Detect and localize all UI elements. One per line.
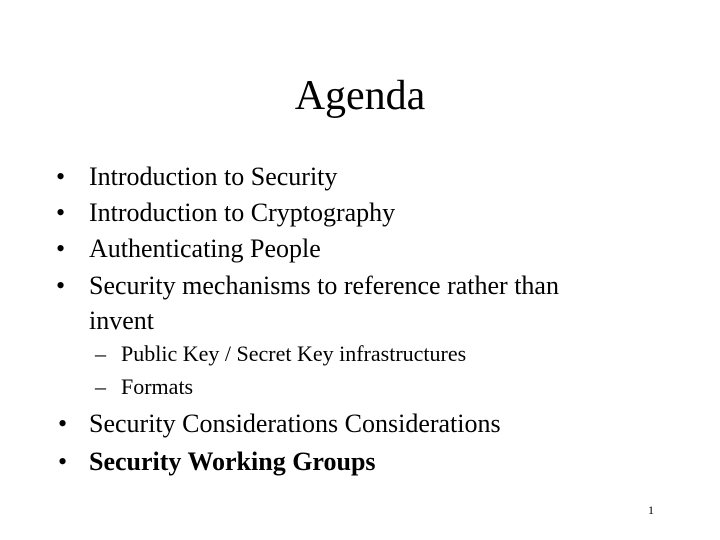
agenda-item-security-mechanisms-cont: invent <box>89 306 154 335</box>
agenda-item-intro-cryptography: Introduction to Cryptography <box>89 198 396 227</box>
bullet-icon: • <box>58 409 68 438</box>
slide-title: Agenda <box>294 73 426 119</box>
bullet-icon: • <box>56 198 66 227</box>
dash-icon: – <box>95 374 106 399</box>
bullet-icon: • <box>56 234 66 263</box>
agenda-item-security-considerations: Security Considerations Considerations <box>89 409 501 438</box>
bullet-icon: • <box>58 447 68 476</box>
page-number: 1 <box>648 503 654 517</box>
agenda-item-security-working-groups: Security Working Groups <box>89 447 376 476</box>
bullet-icon: • <box>56 162 66 191</box>
sub-item-formats: Formats <box>121 374 194 399</box>
agenda-item-intro-security: Introduction to Security <box>89 162 338 191</box>
agenda-item-security-mechanisms: Security mechanisms to reference rather than <box>89 271 559 300</box>
bullet-icon: • <box>56 271 66 300</box>
agenda-item-authenticating-people: Authenticating People <box>89 234 321 263</box>
dash-icon: – <box>95 341 106 366</box>
sub-item-key-infrastructures: Public Key / Secret Key infrastructures <box>121 341 467 366</box>
